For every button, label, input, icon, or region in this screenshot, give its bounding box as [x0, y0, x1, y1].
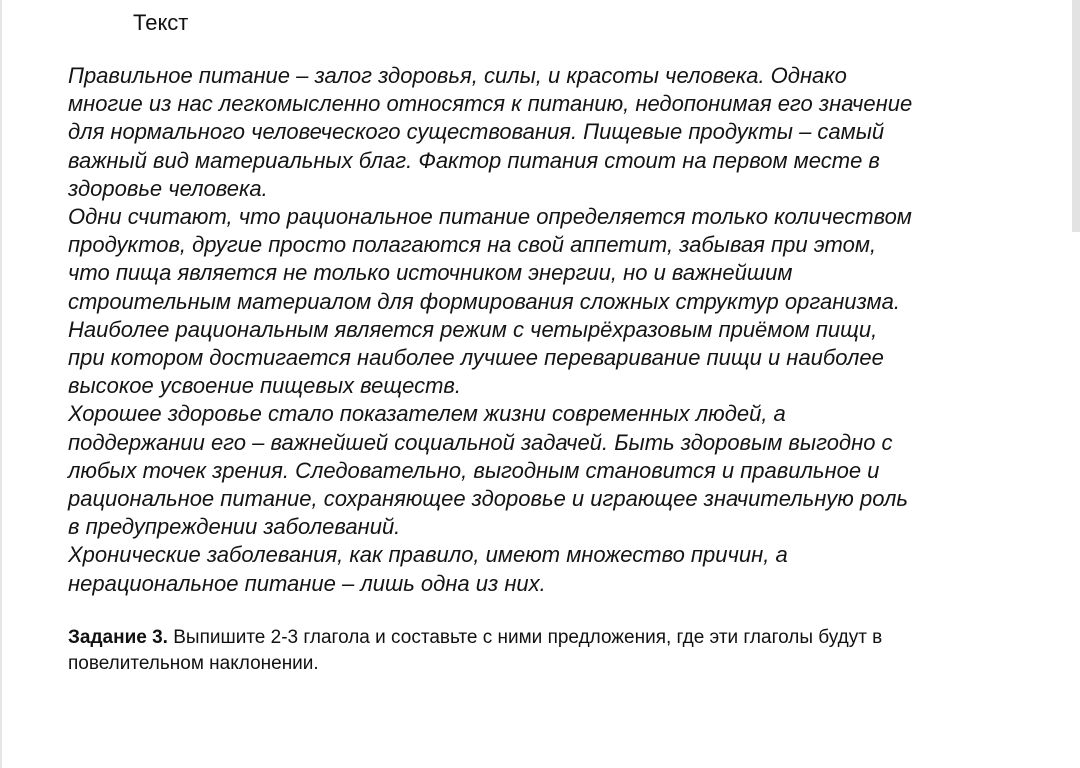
task-line-1 [68, 625, 1058, 651]
task-label: Задание 3. [68, 627, 168, 648]
body-line: Хорошее здоровье стало показателем жизни современных людей, а [68, 401, 786, 427]
body-line: рациональное питание, сохраняющее здоровье и играющее значительную роль [68, 486, 908, 512]
task-text: Выпишите 2-3 глагола и составьте с ними предложения, где эти глаголы будут в [173, 627, 883, 648]
task-line-2: повелительном наклонении. [68, 653, 319, 674]
body-line: важный вид материальных благ. Фактор питания стоит на первом месте в [68, 147, 880, 173]
body-line: здоровье человека. [68, 175, 268, 201]
body-line: что пища является не только источником энергии, но и важнейшим [68, 260, 793, 286]
body-line: Наиболее рациональным является режим с четырёхразовым приёмом пищи, [68, 316, 878, 342]
body-line: любых точек зрения. Следовательно, выгодным становится и правильное и [68, 457, 880, 483]
body-line: Хронические заболевания, как правило, имеют множество причин, а [68, 542, 788, 568]
body-line: Одни считают, что рациональное питание определяется только количеством [68, 204, 912, 230]
body-line: высокое усвоение пищевых веществ. [68, 373, 461, 399]
body-line: поддержании его – важнейшей социальной задачей. Быть здоровым выгодно с [68, 429, 893, 455]
body-line: в предупреждении заболеваний. [68, 514, 401, 540]
scrollbar-thumb[interactable] [1072, 0, 1080, 232]
task-block [68, 625, 1058, 677]
body-line: нерациональное питание – лишь одна из них. [68, 570, 546, 596]
body-line: строительным материалом для формирования сложных структур организма. [68, 288, 900, 314]
body-line: продуктов, другие просто полагаются на свой аппетит, забывая при этом, [68, 232, 877, 258]
document-title: Текст [133, 10, 189, 35]
document-body [68, 62, 1058, 598]
scrollbar[interactable] [1072, 0, 1080, 768]
body-line: для нормального человеческого существования. Пищевые продукты – самый [68, 119, 885, 145]
body-line: Правильное питание – залог здоровья, силы, и красоты человека. Однако [68, 63, 847, 88]
body-line: при котором достигается наиболее лучшее переваривание пищи и наиболее [68, 345, 884, 371]
body-line: многие из нас легкомысленно относятся к питанию, недопонимая его значение [68, 91, 913, 117]
